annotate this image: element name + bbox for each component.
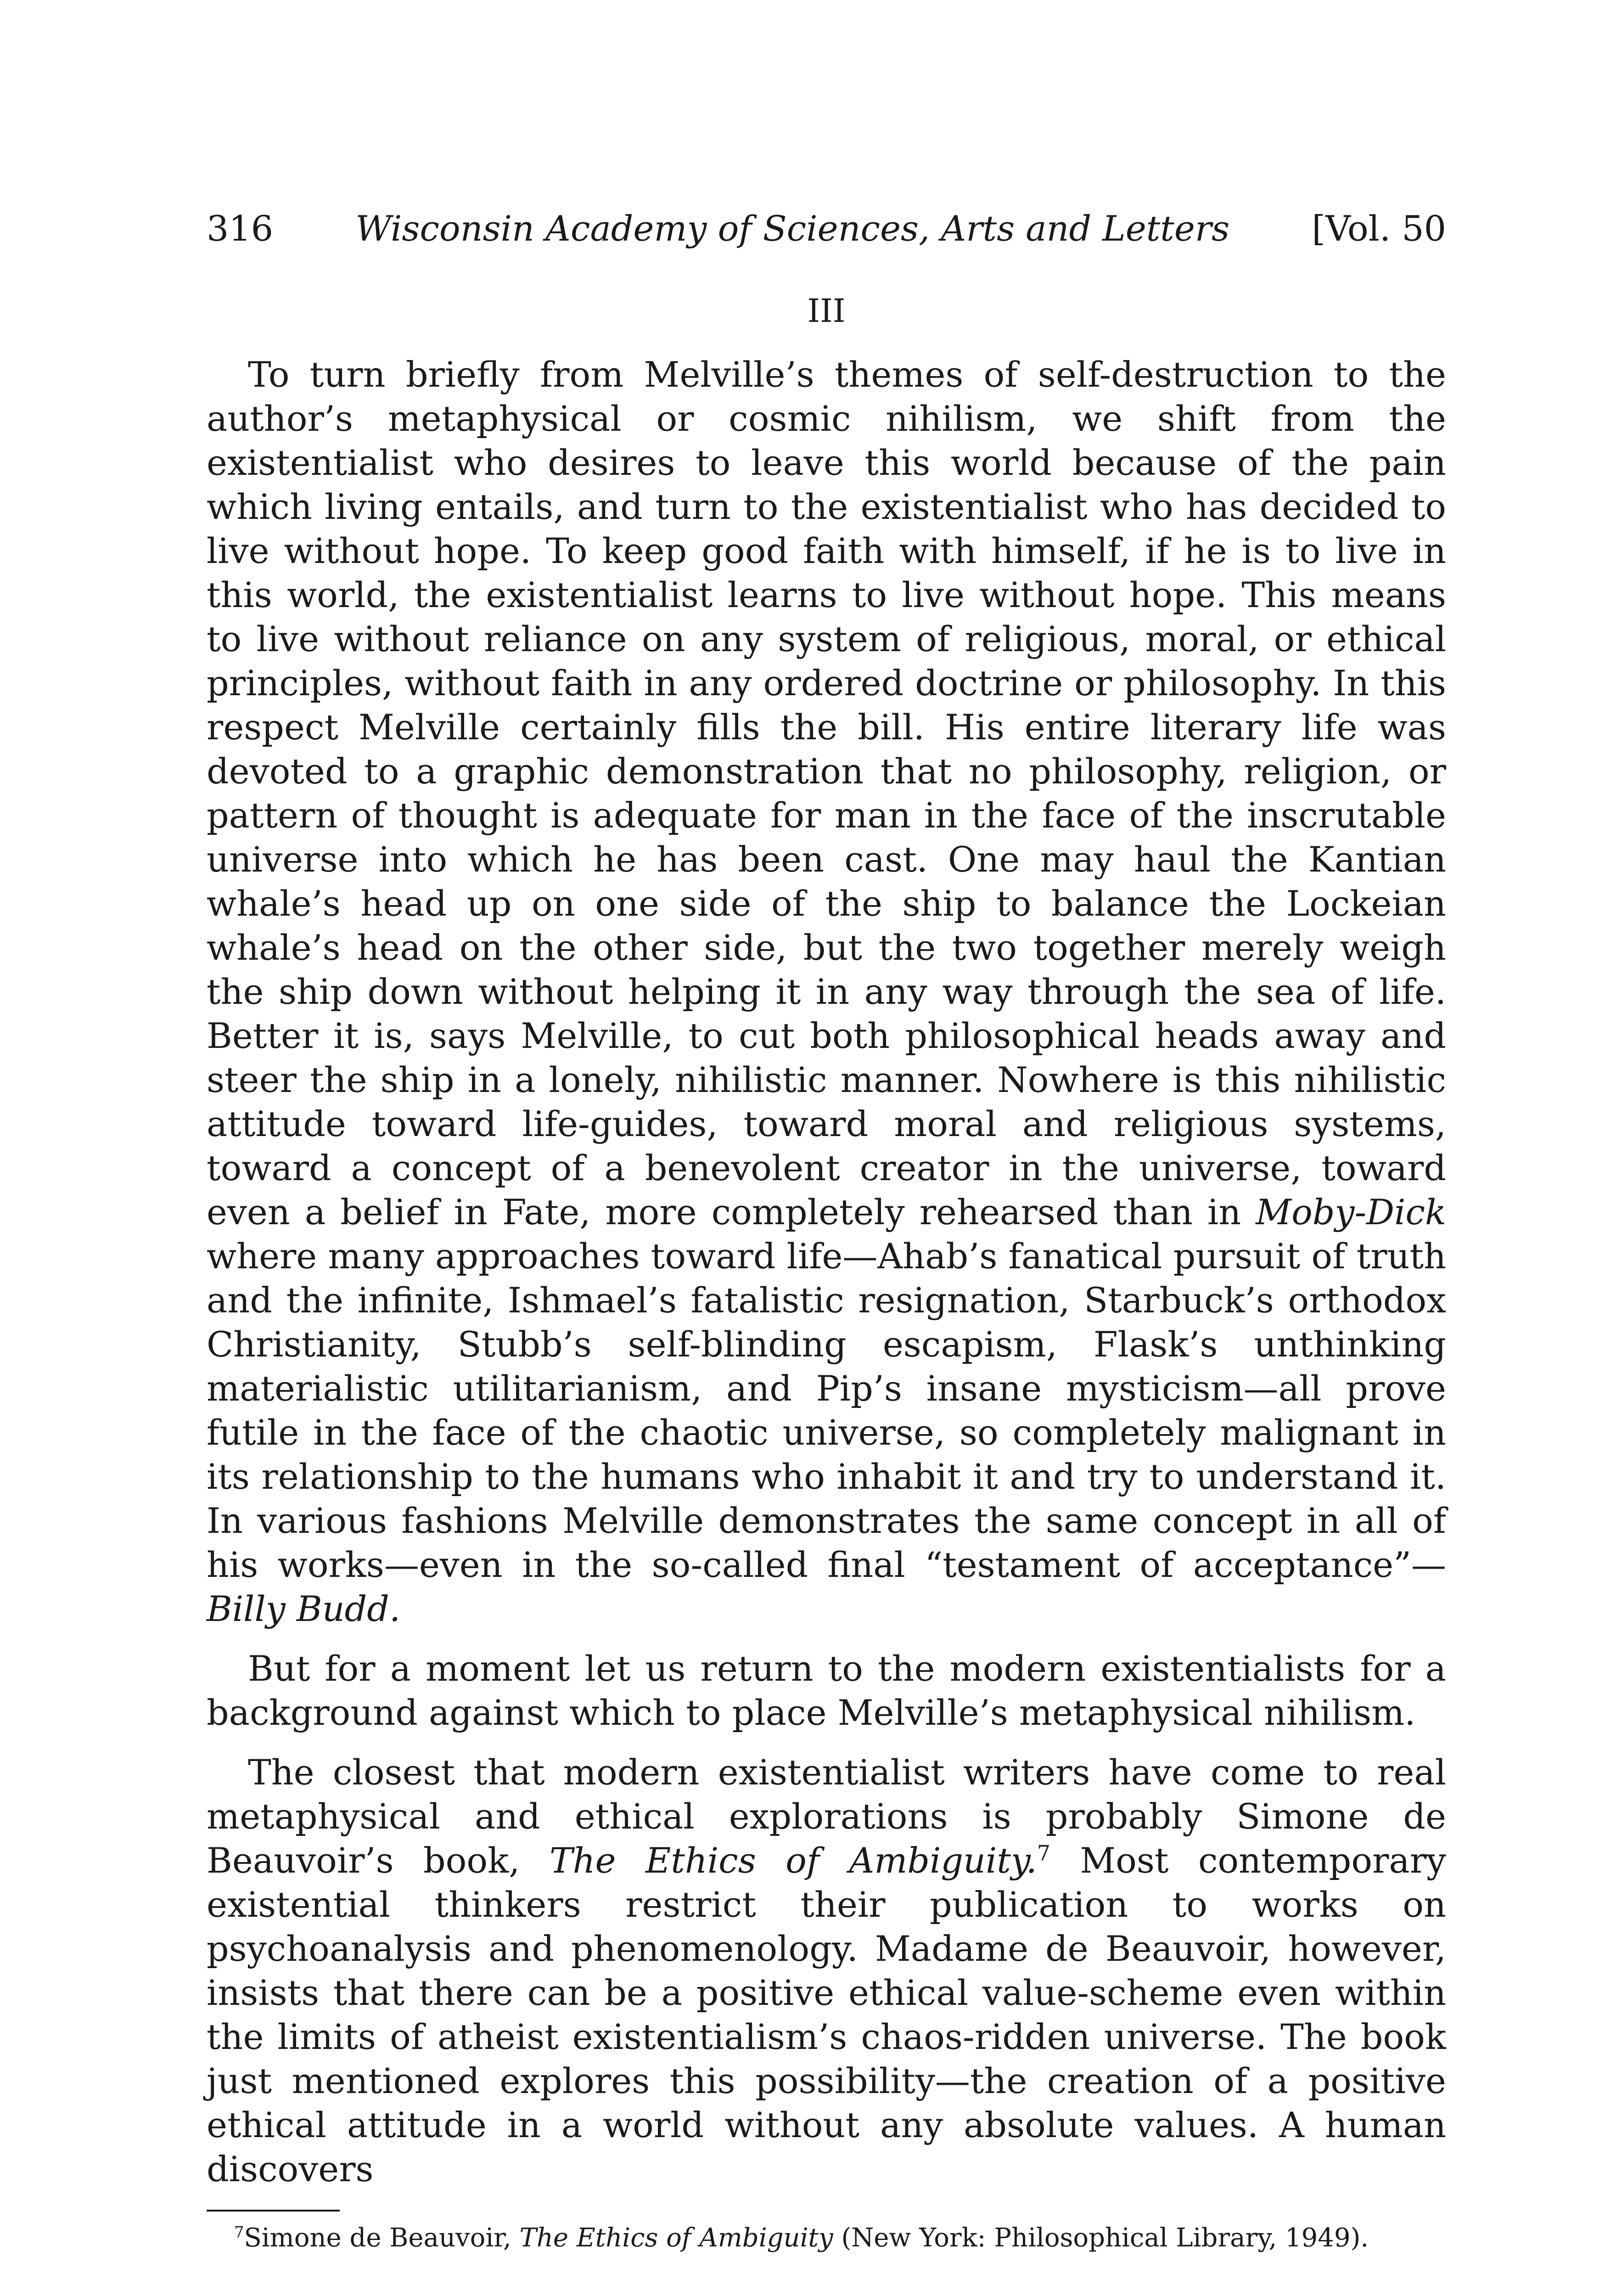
footnote-marker: 7 [1037, 1841, 1050, 1866]
text-run: To turn briefly from Melville’s themes of self-destruction to the author’s metaphysical or cosmic nihilism, we shift from the existentialist who desires to leave this world because of the pain which living entails, and turn to the existentialist who has decided to live without hope. To keep good faith with himself, if he is to live in this world, the existentialist learns to live without hope. This means to live without reliance on any system of religious, moral, or ethical principles, without faith in any ordered doctrine or philosophy. In this respect Melville certainly fills the bill. His entire literary life was devoted to a graphic demonstration that no philosophy, religion, or pattern of thought is adequate for man in the face of the inscrutable universe into which he has been cast. One may haul the Kantian whale’s head up on one side of the ship to balance the Lockeian whale’s head on the other side, but the two together merely weigh the ship down without helping it in any way through the sea of life. Better it is, says Melville, to cut both philosophical heads away and steer the ship in a lonely, nihilistic manner. Nowhere is this nihilistic attitude toward life-guides, toward moral and religious systems, toward a concept of a benevolent creator in the universe, toward even a belief in Fate, more completely rehearsed than in [207, 354, 1446, 1232]
section-heading: III [807, 292, 846, 330]
paragraph [207, 1647, 1446, 1735]
italic-title: Billy Budd. [207, 1588, 401, 1629]
footnote-rule [207, 2210, 340, 2212]
text-run: The closest that modern existentialist writers have come to real metaphysical and ethical explorations is probably Simone de Beauvoir’s book, [207, 1752, 1446, 1881]
text-run: Most contemporary existential thinkers restrict their publication to works on psychoanalysis and phenomenology. Madame de Beauvoir, however, insists that there can be a positive ethical value-scheme even within the limits of atheist existentialism’s chaos-ridden universe. The book just mentioned explores this possibility—the creation of a positive ethical attitude in a world without any absolute values. A human discovers [207, 1840, 1446, 2189]
italic-title: The Ethics of Ambiguity. [549, 1840, 1037, 1881]
text-run: Simone de Beauvoir, [244, 2223, 520, 2253]
text-run: where many approaches toward life—Ahab’s fanatical pursuit of truth and the infinite, Ishmael’s fatalistic resignation, Starbuck’s orthodox Christianity, Stubb’s self-blinding escapism, Flask’s unthinking materialistic utilitarianism, and Pip’s insane mysticism—all prove futile in the face of the chaotic universe, so completely malignant in its relationship to the humans who inhabit it and try to understand it. In various fashions Melville demonstrates the same concept in all of his works—even in the so-called final “testament of acceptance”— [207, 1236, 1446, 1585]
paragraph [207, 353, 1446, 1631]
text-run: But for a moment let us return to the modern existentialists for a background against which to place Melville’s metaphysical nihilism. [207, 1648, 1446, 1733]
page-number: 316 [207, 208, 274, 249]
volume-label: [Vol. 50 [1312, 208, 1446, 249]
footnote-marker: 7 [234, 2223, 244, 2241]
text-run: (New York: Philosophical Library, 1949). [833, 2223, 1369, 2253]
body-text [207, 353, 1446, 2191]
italic-title: Moby-Dick [1256, 1192, 1446, 1232]
italic-title: The Ethics of Ambiguity [519, 2223, 833, 2253]
page [207, 193, 1446, 2256]
running-head [207, 208, 1446, 249]
footnote [207, 2221, 1446, 2256]
journal-title: Wisconsin Academy of Sciences, Arts and Letters [355, 208, 1230, 249]
paragraph [207, 1750, 1446, 2191]
